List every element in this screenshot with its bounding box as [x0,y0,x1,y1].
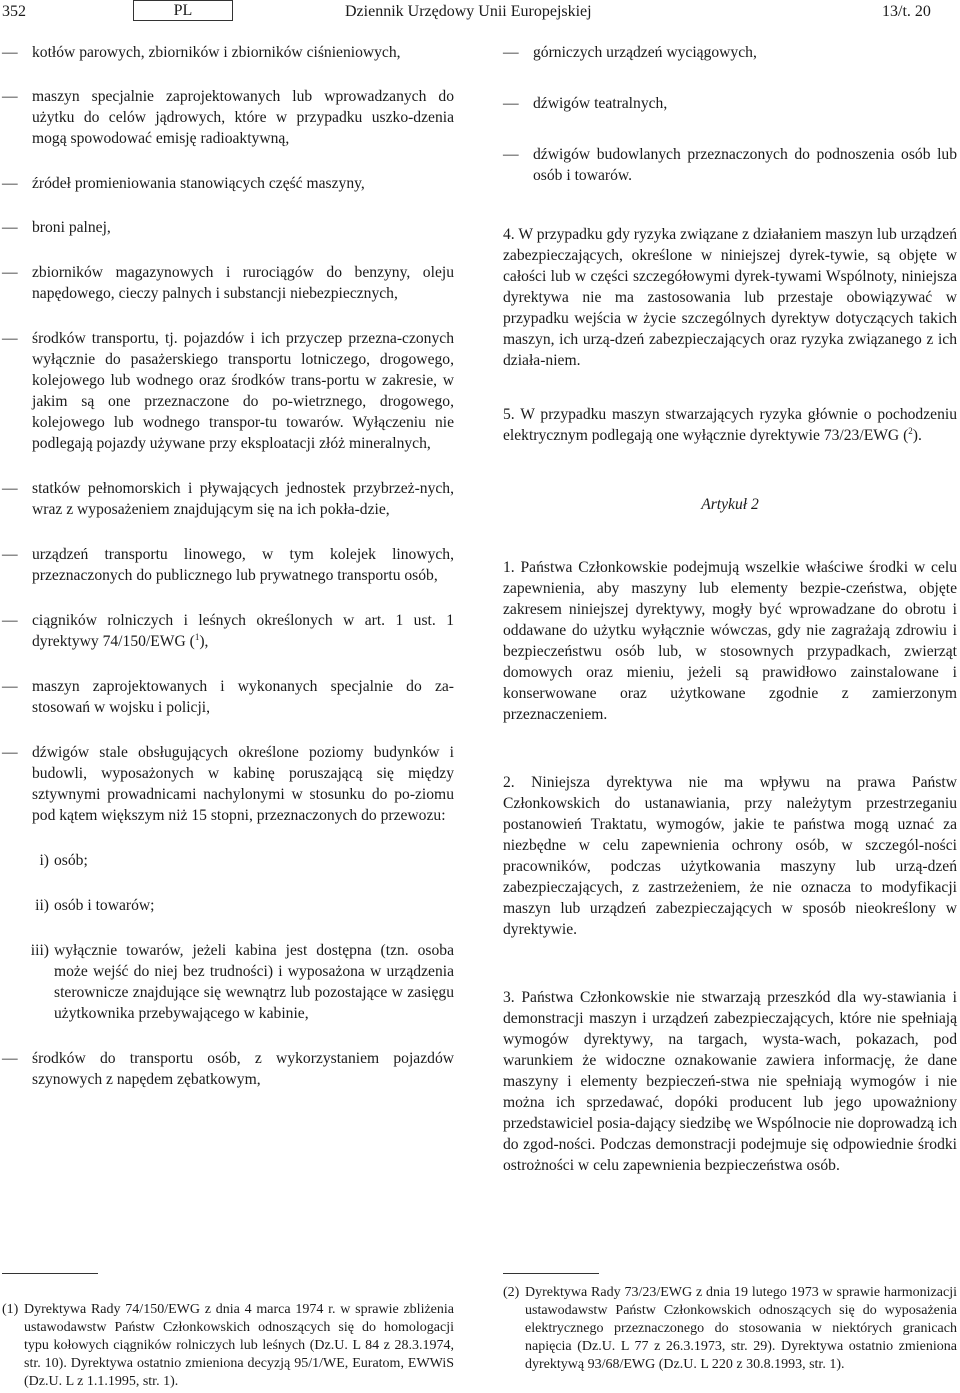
list-item: — broni palnej, [2,219,111,236]
list-item: — dźwigów budowlanych przeznaczonych do podnoszenia osób lub osób i towarów. [503,146,957,184]
footnote-rule [2,1273,98,1274]
issue-number: 13/t. 20 [882,3,931,20]
left-column [2,42,454,1090]
sub-list-item: iii) wyłącznie towarów, jeżeli kabina jest dostępna (tzn. osoba może wejść do niej bez trudności) i wyposażona w urządzenia sterownicze znajdujące się wewnątrz lub pozostające w zasięgu użytkownika przebywającego w kabinie, [30,942,454,1022]
list-item: — dźwigów teatralnych, [503,95,668,112]
footnote-rule [503,1273,599,1274]
article-paragraph-2: 2. Niniejsza dyrektywa nie ma wpływu na prawa Państw Członkowskich do ustanawiania, przy należytym przestrzeganiu postanowień Traktatu, wymogów, jakie te państwa mogą uznać za niezbędne w celu zapewnienia ochrony osób, w szczegól-ności pracowników, podczas użytkowania maszyny lub urzą-dzeń zabezpieczających, z zastrzeżeniem, że nie oznacza to modyfikacji maszyn lub urządzeń zabezpieczających w sposób nieokreślony w dyrektywie. [503,774,957,938]
right-column [503,42,957,1176]
article-heading: Artykuł 2 [701,496,759,513]
page-header [0,0,960,30]
list-item: — statków pełnomorskich i pływających jednostek przybrzeż-nych, wraz z wyposażeniem znajdującym się na ich pokła-dzie, [2,480,454,518]
list-item: — środków transportu, tj. pojazdów i ich przyczep przezna-czonych wyłącznie do pasażerskiego transportu lotniczego, drogowego, kolejowego lub wodnego oraz środków trans-portu w zakresie, w jakim są one przeznaczone do po-wietrznego, drogowego, kolejowego lub wodnego transpor-tu towarów. Wyłączeniu nie podlegają pojazdy używane przy eksploatacji złóż mineralnych, [2,330,454,452]
sub-list-item: i) osób; [39,852,88,869]
article-paragraph-1: 1. Państwa Członkowskie podejmują wszelkie właściwe środki w celu zapewnienia, aby maszyny lub elementy bezpie-czeństwa, objęte zakresem niniejszej dyrektywy, mogły być wprowadzane do obrotu i oddawane do użytku wyłącznie wówczas, gdy nie zagrażają zdrowiu i bezpieczeństwu osób lub, w stosownych przypadkach, zwierząt domowych oraz mieniu, jeżeli są prawidłowo zainstalowane i konserwowane oraz użytkowane zgodnie z zamierzonym przeznaczeniem. [503,559,957,723]
sub-list-item: ii) osób i towarów; [35,897,155,914]
paragraph-4: 4. W przypadku gdy ryzyka związane z działaniem maszyn lub urządzeń zabezpieczających, określone w niniejszej dyrek-tywie, są objęte w całości lub w części szczegółowymi dyrek-tywami Wspólnoty, niniejsza dyrektywa nie ma zastosowania lub przestaje obowiązywać w przypadku wejścia w życie szczególnych dyrektyw dotyczących takich maszyn, ich urzą-dzeń zabezpieczających oraz ryzyka związanego z ich działa-niem. [503,226,957,369]
footnote-ref[interactable]: 1 [194,631,200,642]
list-item: — górniczych urządzeń wyciągowych, [503,44,757,61]
list-item: — maszyn zaprojektowanych i wykonanych specjalnie do za-stosowań w wojsku i policji, [2,678,454,716]
list-item: — źródeł promieniowania stanowiących część maszyny, [2,175,365,192]
journal-title: Dziennik Urzędowy Unii Europejskiej [345,3,592,20]
paragraph-5: 5. W przypadku maszyn stwarzających ryzyka głównie o pochodzeniu elektrycznym podlegają one wyłącznie dyrektywie 73/23/EWG ($^2$). [503,406,957,444]
list-item: — zbiorników magazynowych i rurociągów do benzyny, oleju napędowego, cieczy palnych i substancji niebezpiecznych, [2,264,454,302]
footnote-ref[interactable]: 2 [908,425,913,436]
article-paragraph-3: 3. Państwa Członkowskie nie stwarzają przeszkód dla wy-stawiania i demonstracji maszyn i urządzeń zabezpieczających, które nie spełniają wymogów dyrektywy, na targach, wysta-wach, pokazach, pod warunkiem że widoczne oznakowanie zawiera informację, że dane maszyny i elementy bezpieczeń-stwa nie spełniają wymogów i nie można ich sprzedawać, dopóki producent lub jego upoważniony przedstawiciel posia-dający siedzibę we Wspólnocie nie doprowadzą ich do zgod-ności. Podczas demonstracji podejmuje się odpowiednie środki ostrożności w celu zapewnienia bezpieczeństwa osób. [503,989,957,1174]
list-item: — kotłów parowych, zbiorników i zbiorników ciśnieniowych, [2,44,401,61]
footnote-1: (1) Dyrektywa Rady 74/150/EWG z dnia 4 marca 1974 r. w sprawie zbliżenia ustawodawstw Państw Członkowskich odnoszących się do homologacji typu kołowych ciągników rolniczych lub leśnych (Dz.U. L 84 z 28.3.1974, str. 10). Dyrektywa ostatnio zmieniona decyzją 95/1/WE, Euratom, EWWiS (Dz.U. L z 1.1.1995, str. 1). [2,1302,454,1389]
list-item: — ciągników rolniczych i leśnych określonych w art. 1 ust. 1 dyrektywy 74/150/EWG ($^1$), [2,612,454,650]
list-item: — maszyn specjalnie zaprojektowanych lub wprowadzanych do użytku do celów jądrowych, które w przypadku uszko-dzenia mogą spowodować emisję radioaktywną, [2,88,454,147]
list-item: — środków do transportu osób, z wykorzystaniem pojazdów szynowych z napędem zębatkowym, [2,1050,454,1088]
list-item: — urządzeń transportu linowego, w tym kolejek linowych, przeznaczonych do publicznego lub prywatnego transportu osób, [2,546,454,584]
list-item: — dźwigów stale obsługujących określone poziomy budynków i budowli, wyposażonych w kabinę poruszającą się między sztywnymi prowadnicami nachylonymi w stosunku do po-ziomu pod kątem większym niż 15 stopni, przeznaczonych do przewozu: [2,744,454,824]
footnote-2: (2) Dyrektywa Rady 73/23/EWG z dnia 19 lutego 1973 w sprawie harmonizacji ustawodawstw Państw Członkowskich odnoszących się do wyposażenia elektrycznego przeznaczonego do stosowania w niektórych granicach napięcia (Dz.U. L 77 z 26.3.1973, str. 29). Dyrektywa ostatnio zmieniona dyrektywą 93/68/EWG (Dz.U. L 220 z 30.8.1993, str. 1). [503,1285,957,1372]
page-number: 352 [2,3,26,20]
language-box: PL [133,0,233,21]
